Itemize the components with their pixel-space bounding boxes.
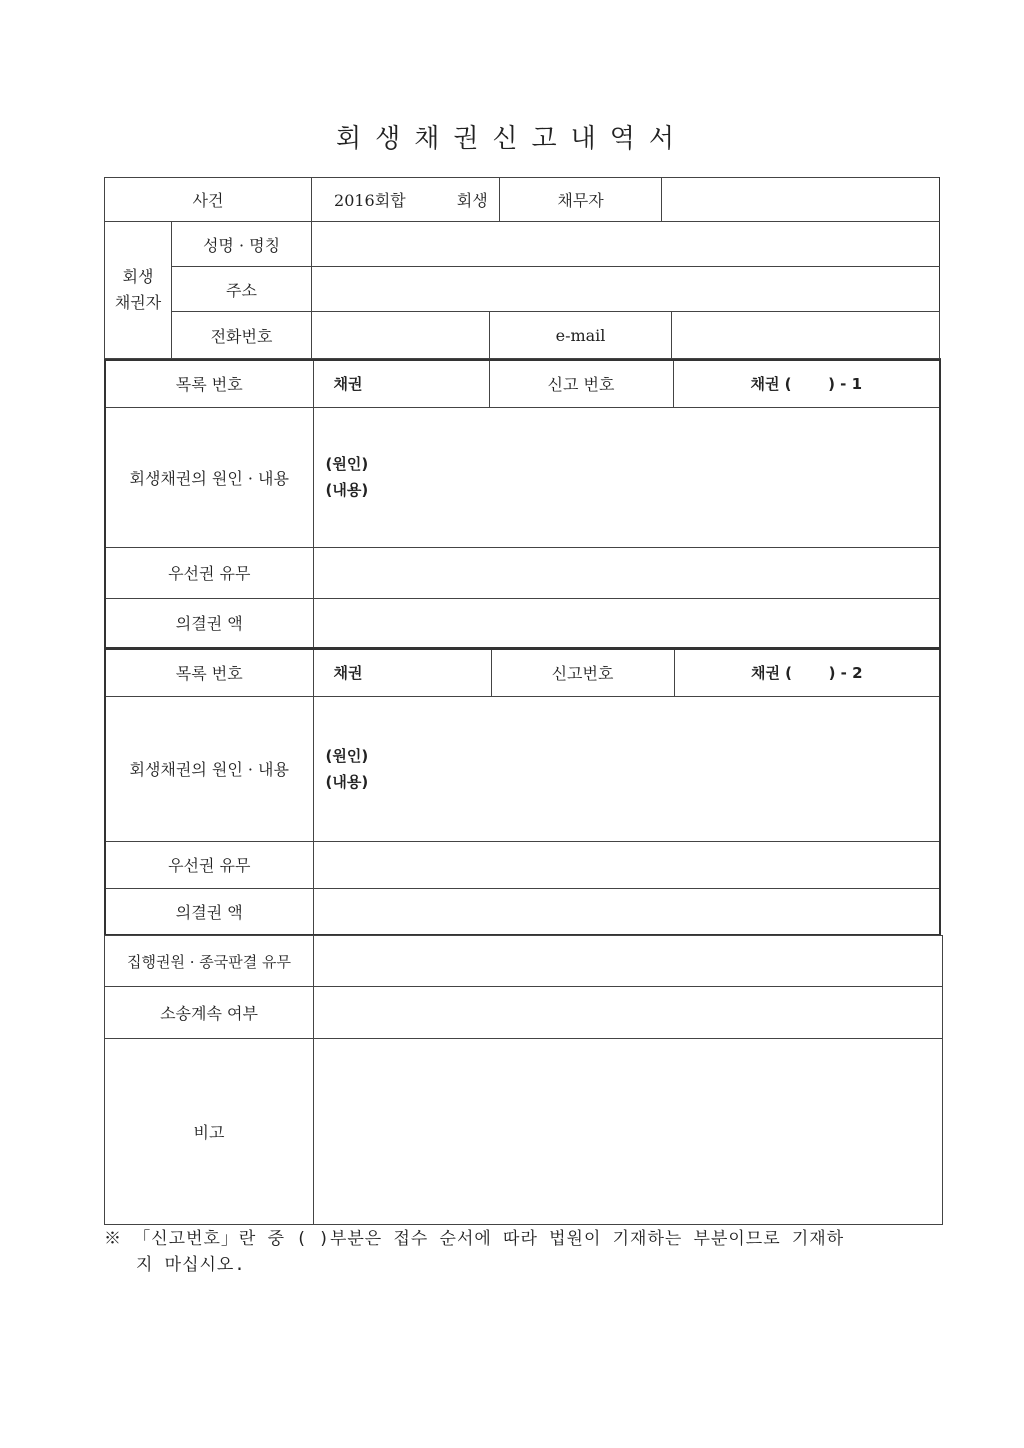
- claim-1-priority-label: 우선권 유무: [105, 547, 313, 598]
- claim-1-cause-label: 회생채권의 원인 · 내용: [105, 407, 313, 547]
- claim-2-list-no-value[interactable]: 채권: [313, 649, 491, 696]
- claim-2-cause-field[interactable]: [313, 696, 940, 841]
- enforcement-field[interactable]: [314, 936, 943, 987]
- debtor-value[interactable]: [662, 178, 940, 222]
- note-line-1: ※ 「신고번호」란 중 ( )부분은 접수 순서에 따라 법원이 기재하는 부분이므로 기재하: [104, 1229, 845, 1249]
- claim-2-priority-field[interactable]: [313, 841, 940, 888]
- address-label: 주소: [172, 267, 312, 312]
- instruction-note: [104, 1226, 954, 1278]
- case-cell[interactable]: [312, 178, 500, 222]
- lawsuit-field[interactable]: [314, 987, 943, 1039]
- claim-1-priority-field[interactable]: [313, 547, 940, 598]
- enforcement-label: 집행권원 · 종국판결 유무: [105, 936, 314, 987]
- phone-field[interactable]: [312, 312, 490, 359]
- claim-2-content-line: (내용): [325, 772, 369, 791]
- remarks-label: 비고: [105, 1039, 314, 1225]
- document-title: 회생채권신고내역서: [335, 124, 689, 154]
- case-suffix: 회생: [456, 191, 488, 210]
- claim-2-report-no-label: 신고번호: [491, 649, 674, 696]
- name-field[interactable]: [312, 222, 940, 267]
- claim-2-report-no-value[interactable]: 채권 ( ) - 2: [674, 649, 940, 696]
- creditor-group-label-1: 회생: [122, 267, 154, 286]
- claim-2-vote-field[interactable]: [313, 888, 940, 935]
- claim-1-cause-field[interactable]: [313, 407, 940, 547]
- claim-1-list-no-label: 목록 번호: [105, 360, 313, 407]
- creditor-info-table: [104, 177, 940, 359]
- claim-2-list-no-label: 목록 번호: [105, 649, 313, 696]
- claim-1-report-no-value[interactable]: 채권 ( ) - 1: [673, 360, 940, 407]
- name-label: 성명 · 명칭: [172, 222, 312, 267]
- email-field[interactable]: [672, 312, 940, 359]
- creditor-group-label: [105, 222, 172, 359]
- debtor-label: 채무자: [500, 178, 662, 222]
- remarks-field[interactable]: [314, 1039, 943, 1225]
- address-field[interactable]: [312, 267, 940, 312]
- phone-label: 전화번호: [172, 312, 312, 359]
- claim-1-content-line: (내용): [325, 481, 369, 499]
- claim-1-list-no-value[interactable]: 채권: [313, 360, 489, 407]
- claim-2-table: [104, 648, 941, 936]
- email-label: e-mail: [490, 312, 672, 359]
- claim-1-vote-label: 의결권 액: [105, 598, 313, 648]
- lawsuit-label: 소송계속 여부: [105, 987, 314, 1039]
- case-value: 2016회합: [334, 191, 406, 210]
- note-line-2: 지 마십시오.: [136, 1255, 246, 1275]
- case-label: 사건: [105, 178, 312, 222]
- creditor-group-label-2: 채권자: [114, 293, 162, 312]
- claim-2-priority-label: 우선권 유무: [105, 841, 313, 888]
- claim-1-table: [104, 359, 941, 649]
- claim-1-report-no-label: 신고 번호: [489, 360, 673, 407]
- claim-2-cause-label: 회생채권의 원인 · 내용: [105, 696, 313, 841]
- additional-info-table: [104, 935, 943, 1225]
- claim-1-cause-line: (원인): [325, 455, 369, 473]
- claim-1-vote-field[interactable]: [313, 598, 940, 648]
- claim-2-cause-line: (원인): [325, 746, 369, 765]
- claim-2-vote-label: 의결권 액: [105, 888, 313, 935]
